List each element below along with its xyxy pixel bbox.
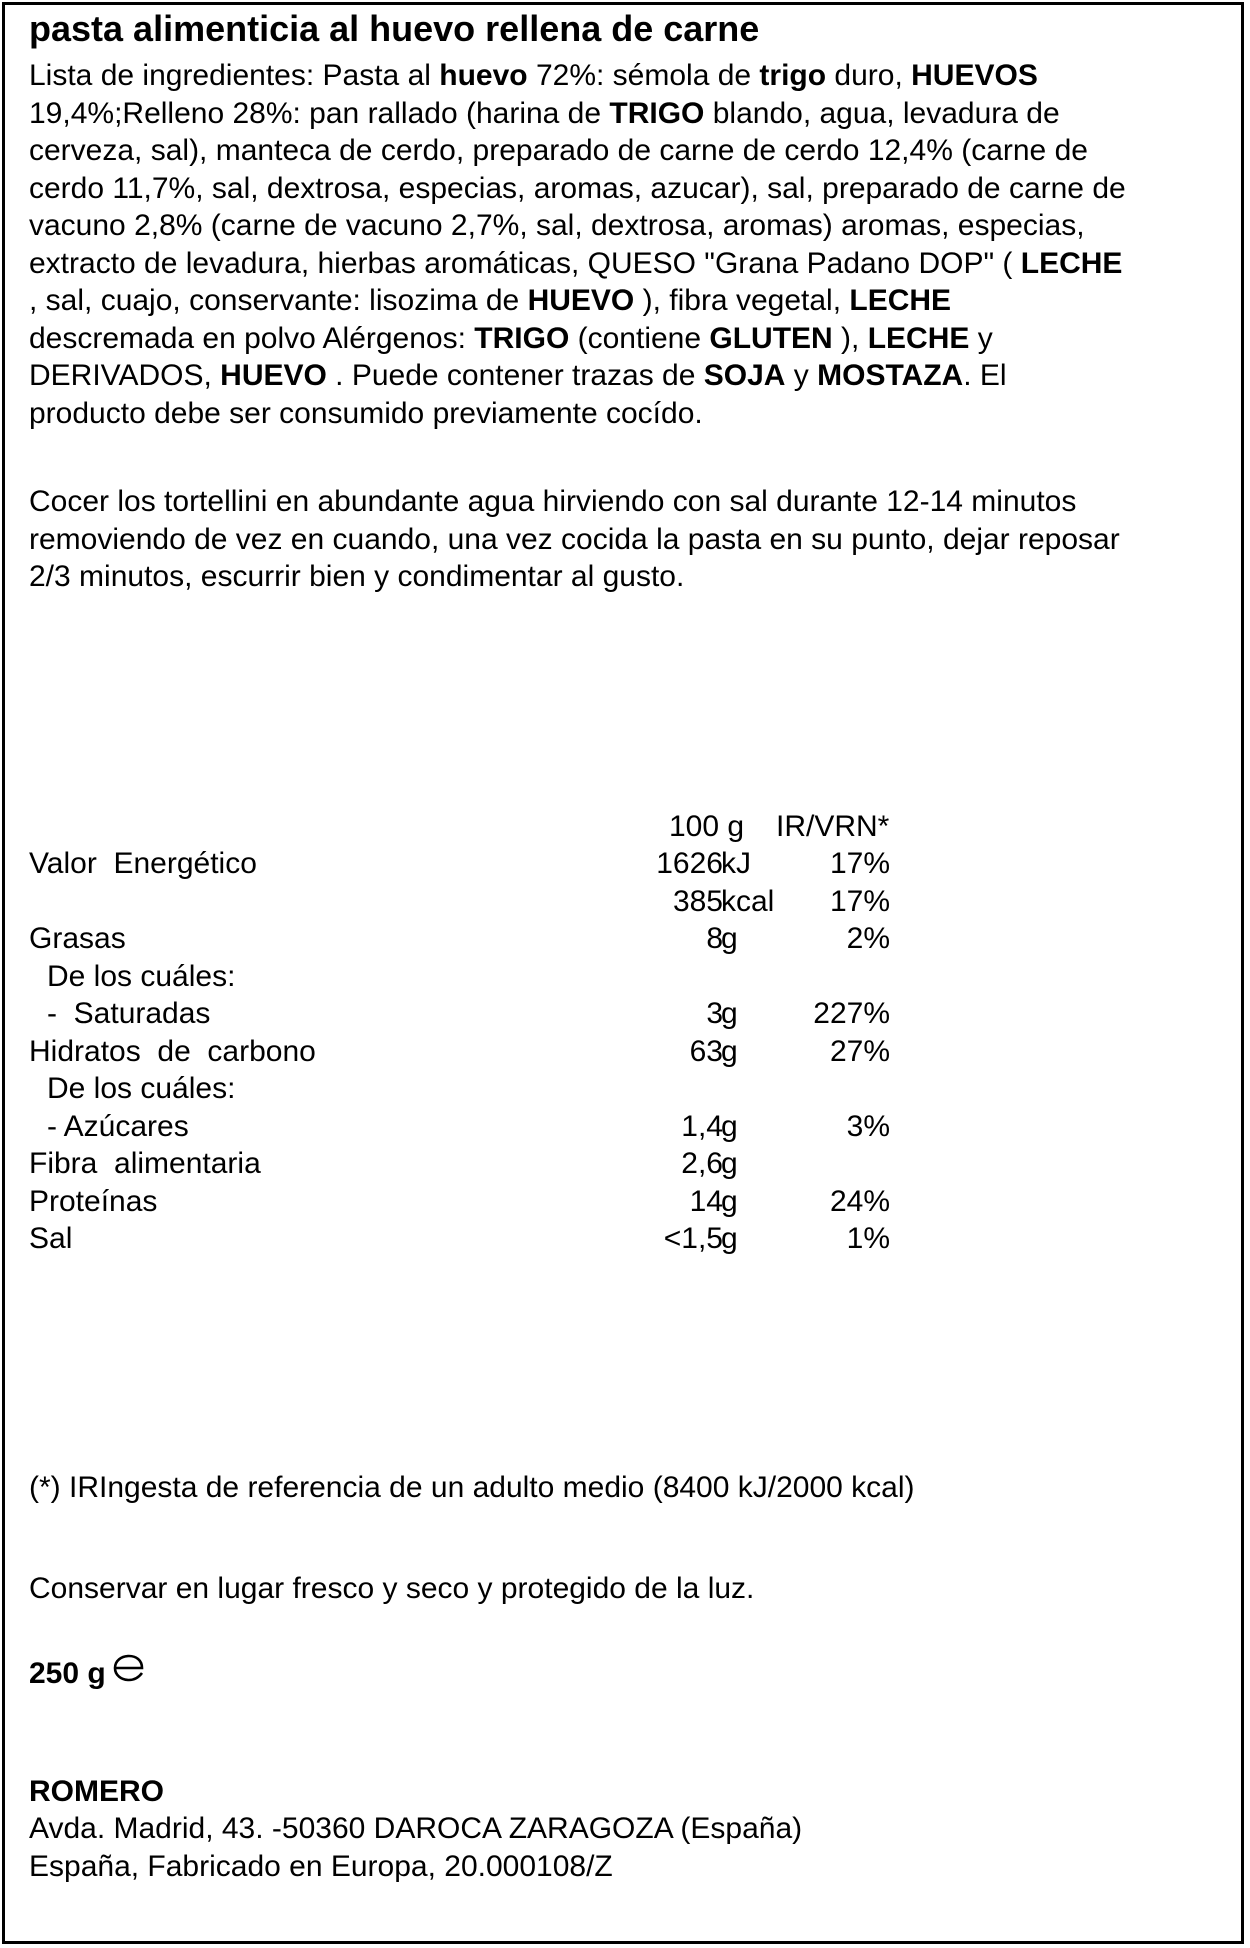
- nutrient-percent: 17%: [829, 847, 890, 880]
- ingredient-text: duro,: [826, 59, 912, 92]
- ingredient-text: ), fibra vegetal,: [634, 284, 850, 317]
- ingredient-text: y DERIVADOS,: [29, 321, 993, 392]
- nutrient-unit: g: [721, 1147, 738, 1180]
- nutrient-label: Proteínas: [29, 1184, 158, 1218]
- nutrient-percent: 227%: [813, 997, 890, 1030]
- ingredient-text: (contiene: [569, 321, 710, 355]
- allergen-highlight: HUEVO: [527, 284, 635, 317]
- nutrient-value: <1,5: [663, 1222, 723, 1255]
- nutrient-value: 385: [672, 884, 723, 918]
- ingredient-text: . Puede contener trazas de: [326, 359, 704, 392]
- nutrition-table: [5, 5, 1241, 1941]
- nutrient-value: 1,4: [681, 1109, 723, 1143]
- nutrient-unit: g: [721, 997, 738, 1030]
- label-frame: [2, 2, 1244, 1944]
- allergen-highlight: TRIGO: [609, 96, 705, 130]
- ingredient-text: , sal, cuajo, conservante: lisozima de: [29, 284, 520, 317]
- ingredient-text: 19,4%;Relleno 28%: pan rallado (harina de: [29, 96, 602, 130]
- ingredient-text: Lista de ingredientes: Pasta al: [29, 59, 440, 92]
- allergen-highlight: TRIGO: [474, 321, 570, 355]
- nutrient-value: 14: [689, 1184, 723, 1218]
- allergen-highlight: HUEVOS: [911, 59, 1038, 92]
- storage-instructions: Conservar en lugar fresco y seco y protegido de la luz.: [29, 1572, 755, 1605]
- allergen-highlight: LECHE: [867, 321, 970, 355]
- nutrient-label: - Azúcares: [47, 1109, 189, 1143]
- allergen-highlight: trigo: [759, 59, 827, 92]
- nutrient-label: De los cuáles:: [47, 1072, 236, 1105]
- nutrient-label: De los cuáles:: [47, 959, 236, 993]
- ingredient-text: descremada en polvo Alérgenos:: [29, 321, 466, 355]
- nutrition-header-ir: IR/VRN*: [776, 810, 890, 843]
- brand-name: ROMERO: [29, 1775, 164, 1808]
- ingredient-text: ),: [832, 321, 868, 355]
- e-mark-icon: [112, 1653, 146, 1694]
- nutrient-percent: 2%: [846, 922, 890, 955]
- reference-intake-footnote: (*) IRIngesta de referencia de un adulto medio (8400 kJ/2000 kcal): [29, 1471, 915, 1504]
- allergen-highlight: HUEVO: [220, 359, 327, 392]
- ingredient-text: blando, agua, levadura de cerveza, sal), manteca de cerdo, preparado de carne de cerdo 12,4% (carne de cerdo 11,7%, sal, dextrosa, especias, aromas, azucar), sal, preparado de carne de vacuno 2,8% (carne de vacuno 2,7%, sal, dextrosa, aromas) aromas, especias, extracto de levadura, hierbas aromáticas, QUESO "Grana Padano DOP" (: [29, 96, 1126, 280]
- nutrient-label: Sal: [29, 1222, 73, 1255]
- nutrient-unit: g: [721, 1222, 738, 1255]
- allergen-highlight: LECHE: [849, 284, 952, 317]
- origin-info: España, Fabricado en Europa, 20.000108/Z: [29, 1850, 613, 1883]
- ingredient-text: . El producto debe ser consumido previamente cocído.: [29, 359, 1007, 430]
- allergen-highlight: huevo: [439, 59, 528, 92]
- nutrient-value: 8: [706, 922, 723, 955]
- ingredient-text: y: [785, 359, 818, 392]
- nutrient-unit: g: [721, 1184, 738, 1218]
- nutrient-percent: 3%: [846, 1109, 890, 1143]
- nutrient-label: Grasas: [29, 922, 126, 955]
- nutrient-percent: 27%: [829, 1034, 890, 1068]
- cooking-instructions: Cocer los tortellini en abundante agua hirviendo con sal durante 12-14 minutos removiendo de vez en cuando, una vez cocida la pasta en su punto, dejar reposar 2/3 minutos, escurrir bien y condimentar al gusto.: [29, 485, 1120, 593]
- nutrient-value: 1626: [656, 847, 723, 880]
- nutrient-value: 63: [689, 1034, 723, 1068]
- nutrient-percent: 17%: [829, 884, 890, 918]
- nutrient-percent: 24%: [829, 1184, 890, 1218]
- nutrient-value: 3: [706, 997, 723, 1030]
- nutrition-header-100g: 100 g: [669, 810, 745, 843]
- manufacturer-address: Avda. Madrid, 43. -50360 DAROCA ZARAGOZA (España): [29, 1812, 803, 1845]
- nutrient-unit: g: [721, 1034, 738, 1068]
- nutrient-value: 2,6: [681, 1147, 723, 1180]
- nutrient-label: Valor Energético: [29, 847, 257, 880]
- allergen-highlight: LECHE: [1020, 246, 1123, 280]
- net-weight: [29, 1653, 146, 1694]
- nutrient-unit: kcal: [721, 884, 775, 918]
- nutrient-label: Hidratos de carbono: [29, 1034, 316, 1068]
- nutrient-label: Fibra alimentaria: [29, 1147, 261, 1180]
- nutrient-label: - Saturadas: [47, 997, 211, 1030]
- nutrient-unit: g: [721, 1109, 738, 1143]
- allergen-highlight: SOJA: [703, 359, 786, 392]
- ingredient-text: 72%: sémola de: [527, 59, 760, 92]
- net-weight-value: 250 g: [29, 1656, 106, 1690]
- allergen-highlight: MOSTAZA: [817, 359, 964, 392]
- allergen-highlight: GLUTEN: [709, 321, 833, 355]
- nutrient-unit: g: [721, 922, 738, 955]
- nutrient-percent: 1%: [846, 1222, 890, 1255]
- nutrient-unit: kJ: [721, 847, 751, 880]
- product-title: pasta alimenticia al huevo rellena de carne: [29, 8, 760, 49]
